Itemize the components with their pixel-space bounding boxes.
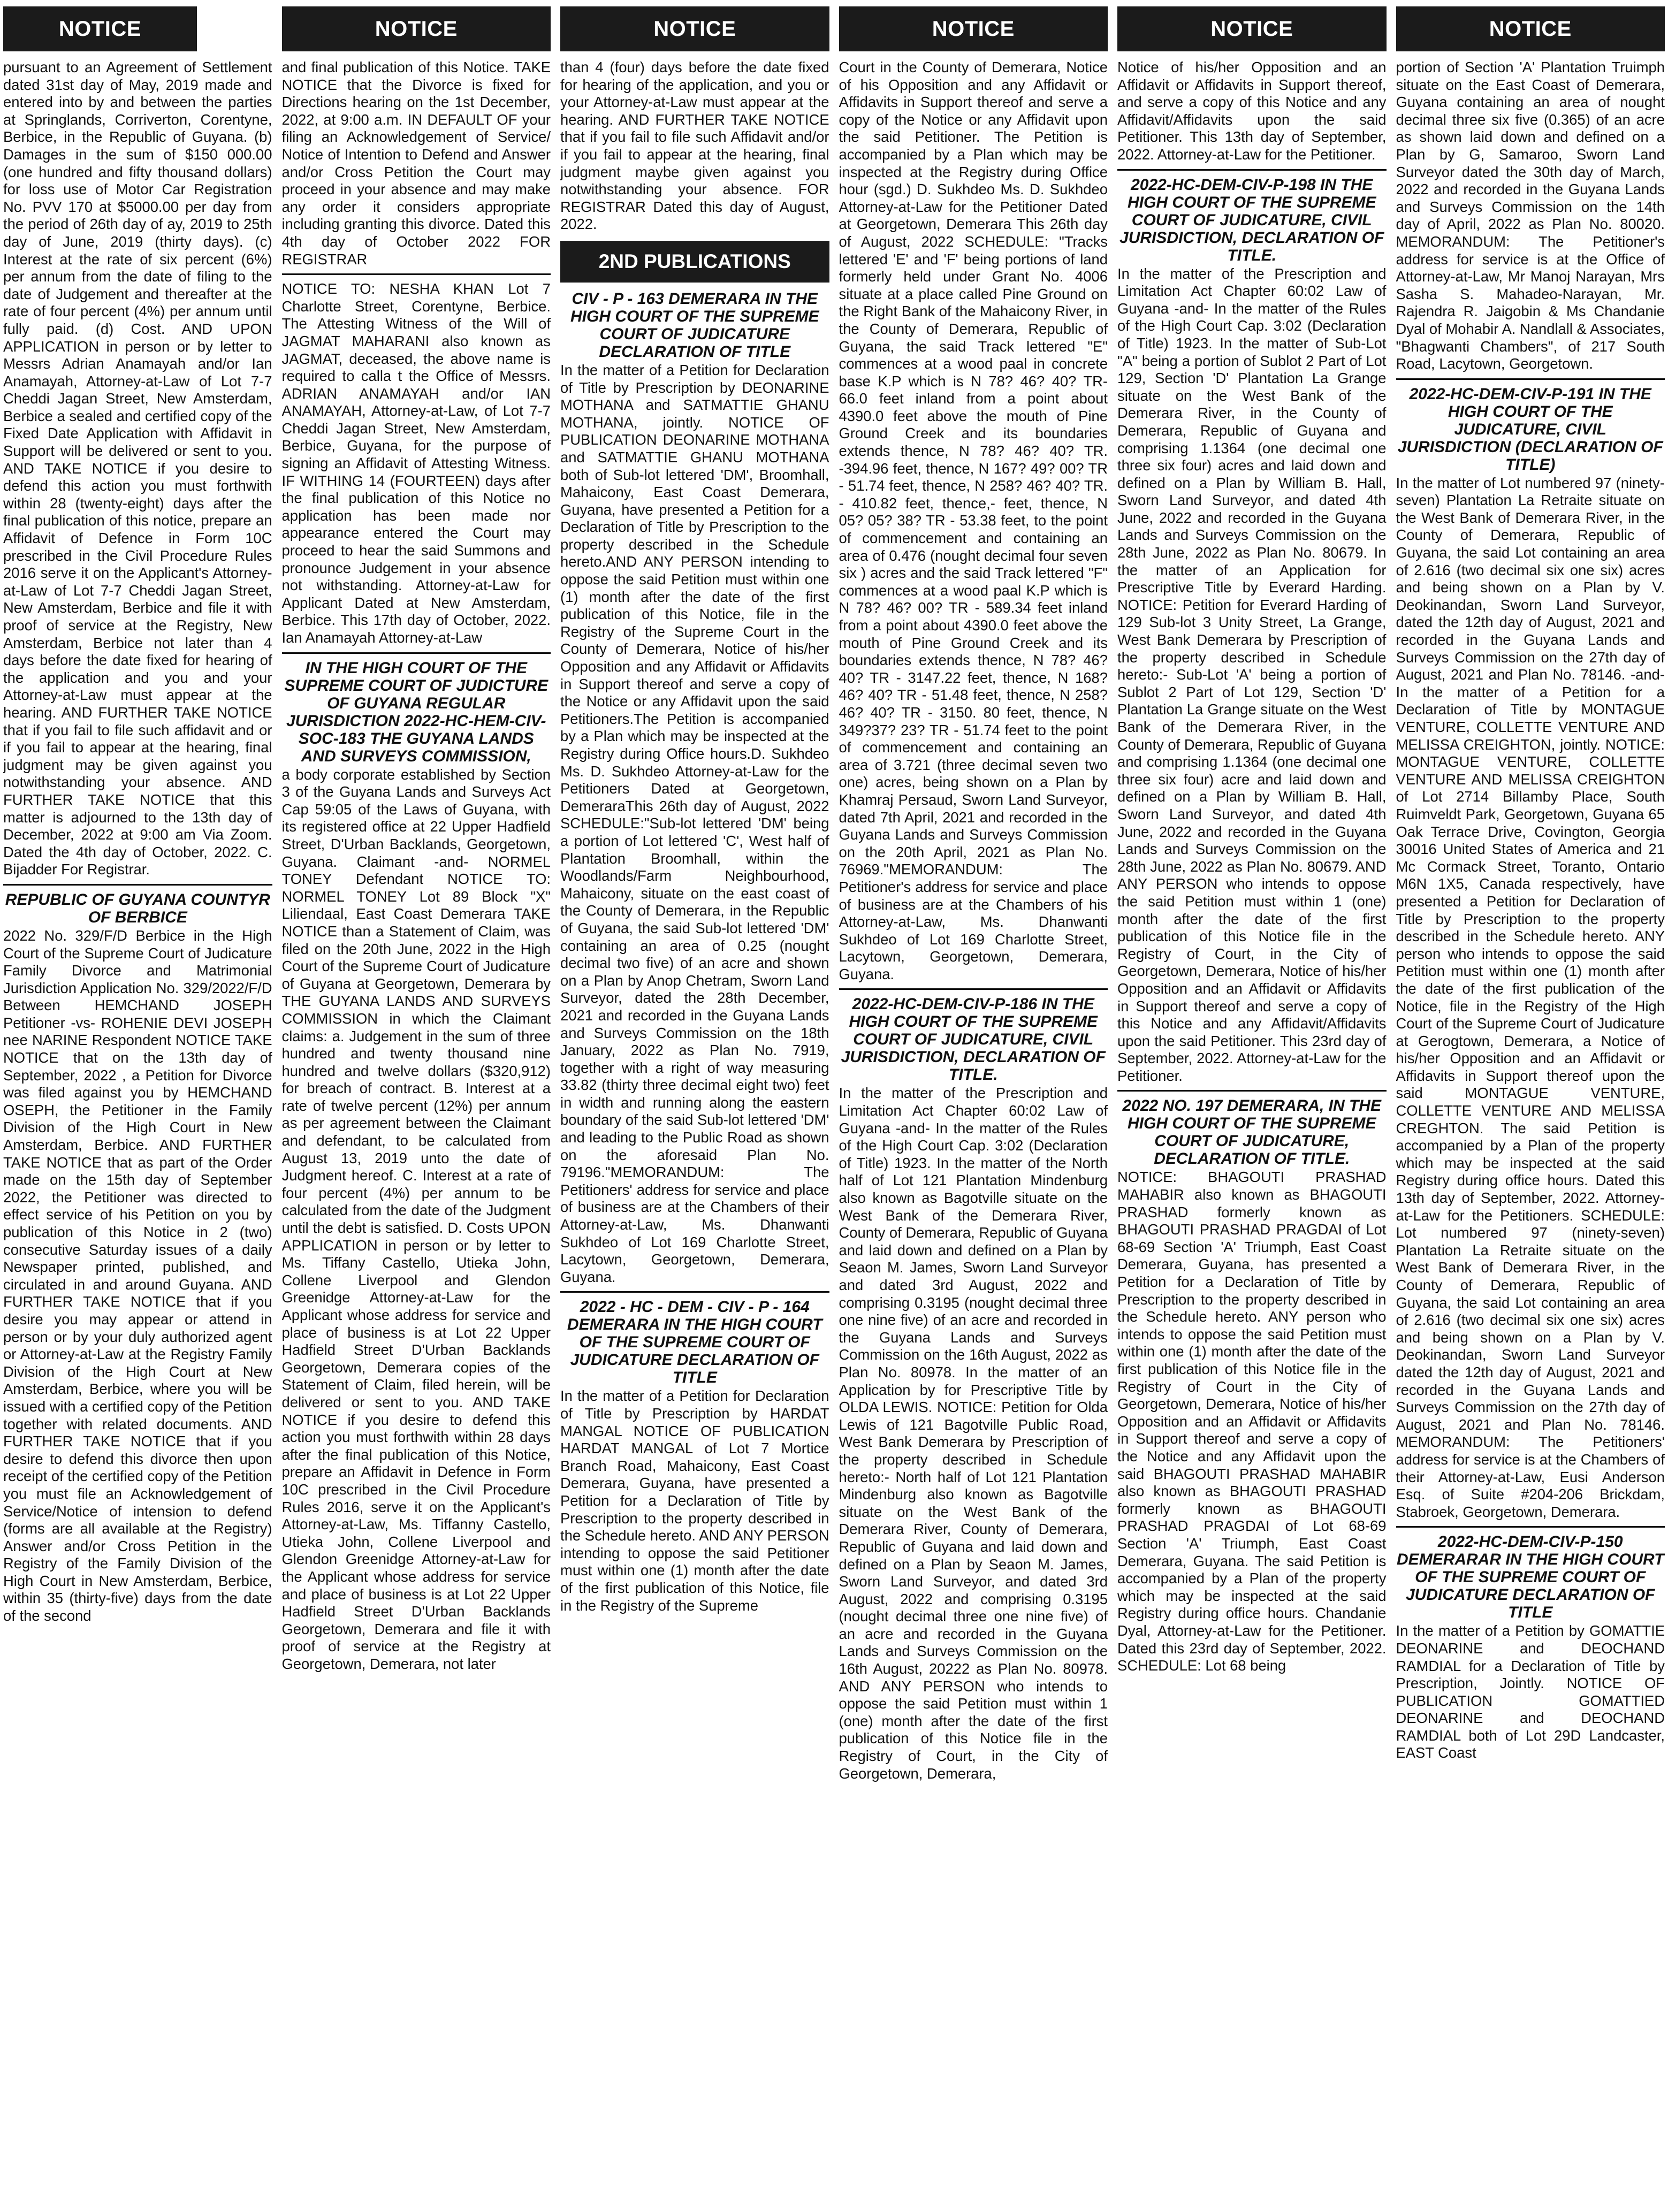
notice-paragraph: In the matter of the Prescription and Limitation Act Chapter 60:02 Law of Guyana -and- In the matter of the Rules of the High Court Cap. 3:02 (Declaration of Title) 1923. In the matter of Sub-Lot "A" being a portion of Sublot 2 Part of Lot 129, Section 'D' Plantation La Grange situate on the West Bank of the Demerara River, in the County of Demerara, Republic of Guyana and comprising 1.1364 (one decimal one three six four) acres and laid down and defined on a Plan by William B. Hall, Sworn Land Surveyor, and dated 4th June, 2022 and recorded in the Guyana Lands and Surveys Commission on the 28th June, 2022 as Plan No. 80679. In the matter of an Application for Prescriptive Title by Everard Harding. NOTICE: Petition for Everard Harding of 129 Sub-lot 3 Unity Street, La Grange, West Bank Demerara by Prescription of the property described in Schedule hereto:- Sub-Lot 'A' being a portion of Sublot 2 Part of Lot 129, Section 'D' Plantation La Grange situate on the West Bank of the Demerara River, in the County of Demerara, Republic of Guyana and comprising 1.1364 (one decimal one three six four) acre and laid down and defined on a Plan by William B. Hall, Sworn Land Surveyor, and dated 4th June, 2022 and recorded in the Guyana Lands and Surveys Commission on the 28th June, 2022 as Plan No. 80679. AND ANY PERSON who intends to oppose the said Petition must within 1 (one) month after the date of the first publication of this Notice file in the Registry of Court, in the City of Georgetown, Demerara, Notice of his/her Opposition and an Affidavit or Affidavits in Support thereof and serve a copy of this Notice and any Affidavit/Affidavits upon the said Petitioner. This 23rd day of September, 2022. Attorney-at-Law for the Petitioner. xyxy=(1117,265,1387,1084)
column-header: NOTICE xyxy=(560,6,829,51)
column-5 xyxy=(1117,6,1387,2206)
column-header: NOTICE xyxy=(282,6,551,51)
notice-heading: 2022 NO. 197 DEMERARA, IN THE HIGH COURT OF THE SUPREME COURT OF JUDICATURE, DECLARATION OF TITLE. xyxy=(1122,1097,1381,1168)
column-4 xyxy=(839,6,1108,2206)
column-6 xyxy=(1396,6,1665,2206)
notice-paragraph: and final publication of this Notice. TAKE NOTICE that the Divorce is fixed for Directions hearing on the 1st December, 2022, at 9:00 a.m. IN DEFAULT OF your filing an Acknowledgement of Service/ Notice of Intention to Defend and Answer and/or Cross Petition the Court may proceed in your absence and may make any order it considers appropriate including granting this divorce. Dated this 4th day of October 2022 FOR REGISTRAR xyxy=(281,59,551,268)
notice-paragraph: portion of Section 'A' Plantation Truimph situate on the East Coast of Demerara, Guyana containing an area of nought decimal three six five (0.365) of an acre as shown laid down and defined on a Plan by G, Samaroo, Sworn Land Surveyor dated the 30th day of March, 2022 and recorded in the Guyana Lands and Surveys Commission on the 14th day of April, 2022 as Plan No. 80020. MEMORANDUM: The Petitioner's address for service is at the Office of Attorney-at-Law, Mr Manoj Narayan, Mrs Sasha S. Mahadeo-Narayan, Mr. Rajendra R. Jaigobin & Ms Chandanie Dyal of Mohabir A. Nandlall & Associates, "Bhagwanti Chambers", of 217 South Road, Lacytown, Georgetown. xyxy=(1396,59,1665,372)
column-header: NOTICE xyxy=(3,6,197,51)
column-body xyxy=(560,59,829,1620)
divider xyxy=(560,1291,829,1293)
notice-paragraph: In the matter of a Petition by GOMATTIE DEONARINE and DEOCHAND RAMDIAL for a Declaration of Title by Prescription, Jointly. NOTICE OF PUBLICATION GOMATTIED DEONARINE and DEOCHAND RAMDIAL both of Lot 29D Landcaster, EAST Coast xyxy=(1396,1622,1665,1761)
notice-heading: 2022-HC-DEM-CIV-P-198 IN THE HIGH COURT OF THE SUPREME COURT OF JUDICATURE, CIVIL JURISDICTION, DECLARATION OF TITLE. xyxy=(1119,176,1384,264)
notice-heading: 2022 - HC - DEM - CIV - P - 164 DEMERARA IN THE HIGH COURT OF THE SUPREME COURT OF JUDICATURE DECLARATION OF TITLE xyxy=(567,1298,822,1387)
column-3 xyxy=(560,6,829,2206)
divider xyxy=(1396,1526,1665,1528)
notice-paragraph: In the matter of a Petition for Declaration of Title by Prescription by DEONARINE MOTHANA and SATMATTIE GHANU MOTHANA, jointly. NOTICE OF PUBLICATION DEONARINE MOTHANA and SATMATTIE GHANU MOTHANA both of Sub-lot lettered 'DM', Broomhall, Mahaicony, East Coast Demerara, Guyana, have presented a Petition for a Declaration of Title by Prescription to the property described in the Schedule hereto.AND ANY PERSON intending to oppose the said Petition must within one (1) month after the date of the first publication of this Notice, file in the Registry of the Supreme Court in the County of Demerara, Notice of his/her Opposition and any Affidavit or Affidavits in Support thereof and serve a copy of the Notice or any Affidavit upon the said Petitioners.The Petition is accompanied by a Plan which may be inspected at the Registry during Office hours.D. Sukhdeo Ms. D. Sukhdeo Attorney-at-Law for the Petitioners Dated at Georgetown, DemeraraThis 26th day of August, 2022 SCHEDULE:"Sub-lot lettered 'DM' being a portion of Lot lettered 'C', West half of Plantation Broomhall, within the Woodlands/Farm Neighbourhood, Mahaicony, situate on the east coast of the County of Demerara, in the Republic of Guyana, the said Sub-lot lettered 'DM' containing an area of 0.25 (nought decimal two five) of an acre and shown on a Plan by Anop Chetram, Sworn Land Surveyor, dated the 28th December, 2021 and recorded in the Guyana Lands and Surveys Commission on the 18th January, 2022 as Plan No. 7919, together with a right of way measuring 33.82 (thirty three decimal eight two) feet in width and running along the eastern boundary of the said Sub-lot lettered 'DM' and leading to the Public Road as shown on the aforesaid Plan No. 79196."MEMORANDUM: The Petitioners' address for service and place of business are at the Chambers of their Attorney-at-Law, Ms. Dhanwanti Sukhdeo of Lot 169 Charlotte Street, Lacytown, Georgetown, Demerara, Guyana. xyxy=(560,361,829,1285)
column-header: NOTICE xyxy=(839,6,1108,51)
divider xyxy=(1117,1090,1387,1092)
notice-heading: 2022-HC-DEM-CIV-P-150 DEMERARAR IN THE HIGH COURT OF THE SUPREME COURT OF JUDICATURE DECLARATION OF TITLE xyxy=(1397,1533,1664,1622)
column-body xyxy=(839,59,1108,1788)
column-body xyxy=(282,59,551,1678)
notice-heading: REPUBLIC OF GUYANA COUNTYR OF BERBICE xyxy=(5,890,270,926)
notice-paragraph: pursuant to an Agreement of Settlement dated 31st day of May, 2019 made and entered into by and between the parties at Springlands, Corriverton, Corentyne, Berbice, in the Republic of Guyana. (b) Damages in the sum of $150 000.00 (one hundred and fifty thousand dollars) for loss use of Motor Car Registration No. PVV 170 at $5000.00 per day from the period of 26th day of ay, 2019 to 25th day of June, 2019 (thirty days). (c) Interest at the rate of six percent (6%) per annum from the date of filing to the date of Judgement and thereafter at the rate of four percent (4%) per annum until fully paid. (d) Cost. AND UPON APPLICATION in person or by letter to Messrs Adrian Anamayah and/or Ian Anamayah, Attorney-at-Law of Lot 7-7 Cheddi Jagan Street, New Amsterdam, Berbice a sealed and certified copy of the Fixed Date Application with Affidavit in Support will be delivered or sent to you. AND TAKE NOTICE if you desire to defend this action you must forthwith within 28 (twenty-eight) days after the final publication of this notice, prepare an Affidavit of Defence in Form 10C prescribed in the Civil Procedure Rules 2016 serve it on the Applicant's Attorney-at-Law of Lot 7-7 Cheddi Jagan Street, New Amsterdam, Berbice and file it with proof of service at the Registry, New Amsterdam, Berbice not later than 4 days before the date fixed for hearing of the application and you and your Attorney-at-Law must appear at the hearing. AND FURTHER TAKE NOTICE that if you fail to file such affidavit and or if you fail to appear at the hearing, final judgment may be given against you notwithstanding your absence. AND FURTHER TAKE NOTICE that this matter is adjourned to the 13th day of December, 2022 at 9:00 am Via Zoom. Dated the 4th day of October, 2022. C. Bijadder For Registrar. xyxy=(3,59,272,878)
notice-paragraph: NOTICE TO: NESHA KHAN Lot 7 Charlotte Street, Corentyne, Berbice. The Attesting Witness of the Will of JAGMAT MAHARANI also known as JAGMAT, deceased, the above name is required to calla t the Office of Messrs. ADRIAN ANAMAYAH and/or IAN ANAMAYAH, Attorney-at-Law, of Lot 7-7 Cheddi Jagan Street, New Amsterdam, Berbice, Guyana, for the purpose of signing an Affidavit of Attesting Witness. IF WITHING 14 (FOURTEEN) days after the final publication of this Notice no application has been made nor appearance entered the Court may proceed to hear the said Summons and pronounce Judgement in your absence not withstanding. Attorney-at-Law for Applicant Dated at New Amsterdam, Berbice. This 17th day of October, 2022. Ian Anamayah Attorney-at-Law xyxy=(281,280,551,646)
column-header: NOTICE xyxy=(1117,6,1387,51)
column-body xyxy=(1117,59,1387,1680)
divider xyxy=(282,652,551,654)
column-body xyxy=(3,59,272,1630)
notice-paragraph: In the matter of Lot numbered 97 (ninety-seven) Plantation La Retraite situate on the West Bank of Demerara River, in the County of Demerara, Republic of Guyana, the said Lot containing an area of 2.616 (two decimal six one six) acres and being shown on a Plan by V. Deokinandan, Sworn Land Surveyor, dated the 12th day of August, 2021 and recorded in the Guyana Lands and Surveys Commission on the 27th day of August, 2021 and Plan No. 78146. -and- In the matter of a Petition for a Declaration of Title by MONTAGUE VENTURE, COLLETTE VENTURE AND MELISSA CREIGHTON, jointly. NOTICE: MONTAGUE VENTURE, COLLETTE VENTURE AND MELISSA CREIGHTON of Lot 2714 Billamby Place, South Ruimveldt Park, Georgetown, Guyana 65 Oak Terrace Drive, Covington, Georgia 30016 United States of America and 21 Mc Cormack Street, Toranto, Ontario M6N 1X5, Canada respectively, have presented a Petition for Declaration of Title by Prescription to the property described in the Schedule hereto. ANY person who intends to oppose the said Petition must within one (1) month after the date of the first publication of the Notice, file in the Registry of the High Court of the Supreme Court of Judicature at Gerogtown, Demerara, a Notice of his/her Opposition and an Affidavit or Affidavits in Support thereof upon the said MONTAGUE VENTURE, COLLETTE VENTURE AND MELISSA CREGHTON. The said Petition is accompanied by a Plan of the property which may be inspected at the said Registry during office hours. Dated this 13th day of September, 2022. Attorney-at-Law for the Petitioners. SCHEDULE: Lot numbered 97 (ninety-seven) Plantation La Retraite situate on the West Bank of Demerara River, in the County of Demerara, Republic of Guyana, the said Lot containing an area of 2.616 (two decimal six one six) acres and being shown on a Plan by V. Deokinandan, Sworn Land Surveyor dated the 12th day of August, 2021 and recorded in the Guyana Lands and Surveys Commission on the 27th day of August, 2021 and Plan No. 78146. MEMORANDUM: The Petitioners' address for service is at the Chambers of their Attorney-at-Law, Eusi Anderson Esq. of Suite #204-206 Brickdam, Stabroek, Georgetown, Demerara. xyxy=(1396,474,1665,1520)
notice-paragraph: 2022 No. 329/F/D Berbice in the High Court of the Supreme Court of Judicature Family Divorce and Matrimonial Jurisdiction Application No. 329/2022/F/D Between HEMCHAND JOSEPH Petitioner -vs- ROHENIE DEVI JOSEPH nee NARINE Respondent NOTICE TAKE NOTICE that on the 13th day of September, 2022 , a Petition for Divorce was filed against you by HEMCHAND OSEPH, the Petitioner in the Family Division of the High Court in New Amsterdam, Berbice. AND FURTHER TAKE NOTICE that as part of the Order made on the 15th day of September 2022, the Petitioner was directed to effect service of his Petition on you by publication of this Notice in 2 (two) consecutive Saturday issues of a daily Newspaper printed, published, and circulated in and around Guyana. AND FURTHER TAKE NOTICE that if you desire you may appear or attend in person or by your duly authorized agent or Attorney-at-Law at the Registry Family Division of the High Court at New Amsterdam, Berbice, where you will be issued with a certified copy of the Petition together with related documents. AND FURTHER TAKE NOTICE that if you desire to defend this divorce then upon receipt of the certified copy of the Petition you must file an Acknowledgement of Service/Notice of intension to defend (forms are all available at the Registry) Answer and/or Cross Petition in the Registry of the Family Division of the High Court in New Amsterdam, Berbice, within 35 (thirty-five) days from the date of the second xyxy=(3,927,272,1624)
notice-paragraph: In the matter of a Petition for Declaration of Title by Prescription by HARDAT MANGAL NOTICE OF PUBLICATION HARDAT MANGAL of Lot 7 Mortice Branch Road, Mahaicony, East Coast Demerara, Guyana, have presented a Petition for a Declaration of Title by Prescription to the property described in the Schedule hereto. AND ANY PERSON intending to oppose the said Petitioner must within one (1) month after the date of the first publication of this Notice, file in the Registry of the Supreme xyxy=(560,1387,829,1614)
column-1 xyxy=(3,6,272,2206)
notice-paragraph: NOTICE: BHAGOUTI PRASHAD MAHABIR also known as BHAGOUTI PRASHAD formerly known as BHAGOUTI PRASHAD PRAGDAI of Lot 68-69 Section 'A' Triumph, East Coast Demerara, Guyana, has presented a Petition for a Declaration of Title by Prescription to the property described in the Schedule hereto. ANY person who intends to oppose the said Petition must within one (1) month after the date of the first publication of this Notice file in the Registry of Court in the City of Georgetown, Demerara, Notice of his/her Opposition and an Affidavit or Affidavits in Support thereof and serve a copy of the Notice and any Affidavit upon the said BHAGOUTI PRASHAD MAHABIR also known as BHAGOUTI PRASHAD formerly known as BHAGOUTI PRASHAD PRAGDAI of Lot 68-69 Section 'A' Triumph, East Coast Demerara, Guyana. The said Petition is accompanied by a Plan of the property which may be inspected at the said Registry during office hours. Chandanie Dyal, Attorney-at-Law for the Petitioner. Dated this 23rd day of September, 2022. SCHEDULE: Lot 68 being xyxy=(1117,1169,1387,1674)
notice-heading: 2022-HC-DEM-CIV-P-191 IN THE HIGH COURT OF THE JUDICATURE, CIVIL JURISDICTION (DECLARATION OF TITLE) xyxy=(1397,385,1663,474)
divider xyxy=(839,988,1108,990)
notice-heading: CIV - P - 163 DEMERARA IN THE HIGH COURT OF THE SUPREME COURT OF JUDICATURE DECLARATION OF TITLE xyxy=(570,289,819,361)
divider xyxy=(282,273,551,275)
notice-paragraph: than 4 (four) days before the date fixed for hearing of the application, and you or your Attorney-at-Law must appear at the hearing. AND FURTHER TAKE NOTICE that if you fail to file such Affidavit and/or if you fail to appear at the hearing, final judgment maybe given against you notwithstanding your absence. FOR REGISTRAR Dated this day of August, 2022. xyxy=(560,59,829,233)
notice-heading: IN THE HIGH COURT OF THE SUPREME COURT OF JUDICTURE OF GUYANA REGULAR JURISDICTION 2022-HC-HEM-CIV-SOC-183 THE GUYANA LANDS AND SURVEYS COMMISSION, xyxy=(284,659,549,765)
notice-paragraph: a body corporate established by Section 3 of the Guyana Lands and Surveys Act Cap 59:05 of the Laws of Guyana, with its registered office at 22 Upper Hadfield Street, D'Urban Backlands, Georgetown, Guyana. Claimant -and- NORMEL TONEY Defendant NOTICE TO: NORMEL TONEY Lot 89 Block "X" Liliendaal, East Coast Demerara TAKE NOTICE than a Statement of Claim, was filed on the 20th June, 2022 in the High Court of the Supreme Court of Judicature of Guyana at Georgetown, Demerara by THE GUYANA LANDS AND SURVEYS COMMISSION in which the Claimant claims: a. Judgement in the sum of three hundred and twenty thousand nine hundred and twelve dollars ($320,912) for breach of contract. B. Interest at a rate of twelve percent (12%) per annum as per agreement between the Claimant and defendant, to be calculated from August 13, 2019 unto the date of Judgment hereof. C. Interest at a rate of four percent (4%) per annum to be calculated from the date of the Judgment until the debt is satisfied. D. Costs UPON APPLICATION in person or by letter to Ms. Tiffany Castello, Utieka John, Collene Liverpool and Glendon Greenidge Attorney-at-Law for the Applicant whose address for service and place of business is at Lot 22 Upper Hadfield Street D'Urban Backlands Georgetown, Demerara copies of the Statement of Claim, filed herein, will be delivered or sent to you. AND TAKE NOTICE if you desire to defend this action you must forthwith within 28 days after the final publication of this Notice, prepare an Affidavit in Defence in Form 10C prescribed in the Civil Procedure Rules 2016, serve it on the Applicant's Attorney-at-Law, Ms. Tiffanny Castello, Utieka John, Collene Liverpool and Glendon Greenidge Attorney-at-Law for the Applicant whose address for service and place of business is at Lot 22 Upper Hadfield Street D'Urban Backlands Georgetown, Demerara and file it with proof of service at the Registry at Georgetown, Demerara, not later xyxy=(281,766,551,1672)
divider xyxy=(1117,169,1387,171)
column-2 xyxy=(282,6,551,2206)
notice-paragraph: Notice of his/her Opposition and an Affidavit or Affidavits in Support thereof, and serve a copy of this Notice and any Affidavit/Affidavits upon the said Petitioner. This 13th day of September, 2022. Attorney-at-Law for the Petitioner. xyxy=(1117,59,1387,163)
divider xyxy=(3,884,272,886)
notice-paragraph: Court in the County of Demerara, Notice of his Opposition and any Affidavit or Affidavits in Support thereof and serve a copy of the Notice or any Affidavit upon the said Petitioner. The Petition is accompanied by a Plan which may be inspected at the Registry during Office hour (sgd.) D. Sukhdeo Ms. D. Sukhdeo Attorney-at-Law for the Petitioner Dated at Georgetown, Demerara This 26th day of August, 2022 SCHEDULE: "Tracks lettered 'E' and 'F' being portions of land formerly held under Grant No. 4006 situate at a place called Pine Ground on the Right Bank of the Mahaicony River, in the County of Demerara, Republic of Guyana, the said Track lettered "E" commences at a wood paal in concrete base K.P which is N 78? 46? 40? TR-66.0 feet inland from a point about 4390.0 feet above the mouth of Pine Ground Creek and its boundaries extends thence, N 78? 46? 40? TR. -394.96 feet, thence, N 167? 49? 00? TR - 51.74 feet, thence, N 258? 46? 40? TR. - 410.82 feet, thence,- feet, thence, N 05? 05? 38? TR - 53.38 feet, to the point of commencement and containing an area of 0.476 (nought decimal four seven six ) acres and the said Track lettered "F" commences at a wood paal K.P which is N 78? 46? 00? TR - 589.34 feet inland from a point about 4390.0 feet above the mouth of Pine Ground Creek and its boundaries extends thence, N 78? 46? 40? TR - 3147.22 feet, thence, N 168? 46? 40? TR - 51.48 feet, thence, N 258? 46? 40? TR - 3150. 80 feet, thence, N 349?37? 23? TR - 51.74 feet to the point of commencement and containing an area of 3.721 (three decimal seven two one) acres, being shown on a Plan by Khamraj Persaud, Sworn Land Surveyor, dated 7th April, 2021 and recorded in the Guyana Lands and Surveys Commission on the 20th April, 2021 as Plan No. 76969."MEMORANDUM: The Petitioner's address for service and place of business are at the Chambers of his Attorney-at-Law, Ms. Dhanwanti Sukhdeo of Lot 169 Charlotte Street, Lacytown, Georgetown, Demerara, Guyana. xyxy=(839,59,1108,982)
notice-heading: 2022-HC-DEM-CIV-P-186 IN THE HIGH COURT OF THE SUPREME COURT OF JUDICATURE, CIVIL JURISDICTION, DECLARATION OF TITLE. xyxy=(841,995,1106,1084)
column-body xyxy=(1396,59,1665,1767)
notice-paragraph: In the matter of the Prescription and Limitation Act Chapter 60:02 Law of Guyana -and- In the matter of the Rules of the High Court Cap. 3:02 (Declaration of Title) 1923. In the matter of the North half of Lot 121 Plantation Mindenburg also known as Bagotville situate on the West Bank of the Demerara River, County of Demerara, Republic of Guyana and laid down and defined on a Plan by Seaon M. James, Sworn Land Surveyor and dated 3rd August, 2022 and comprising 0.3195 (nought decimal three one nine five) of an acre and recorded in the Guyana Lands and Surveys Commission on the 16th August, 2022 as Plan No. 80978. In the matter of an Application by for Prescriptive Title by OLDA LEWIS. NOTICE: Petition for Olda Lewis of 121 Bagotville Public Road, West Bank Demerara by Prescription of the property described in Schedule hereto:- North half of Lot 121 Plantation Mindenburg also known as Bagotville situate on the West Bank of the Demerara River, County of Demerara, Republic of Guyana and laid down and defined on a Plan by Seaon M. James, Sworn Land Surveyor, and dated 3rd August, 2022 and comprising 0.3195 (nought decimal three one nine five) of an acre and recorded in the Guyana Lands and Surveys Commission on the 16th August, 20222 as Plan No. 80978. AND ANY PERSON who intends to oppose the said Petition must within 1 (one) month after the date of the first publication of this Notice file in the Registry of Court, in the City of Georgetown, Demerara, xyxy=(839,1085,1108,1782)
column-header: NOTICE xyxy=(1396,6,1665,51)
divider xyxy=(1396,378,1665,380)
section-banner: 2ND PUBLICATIONS xyxy=(560,241,829,283)
